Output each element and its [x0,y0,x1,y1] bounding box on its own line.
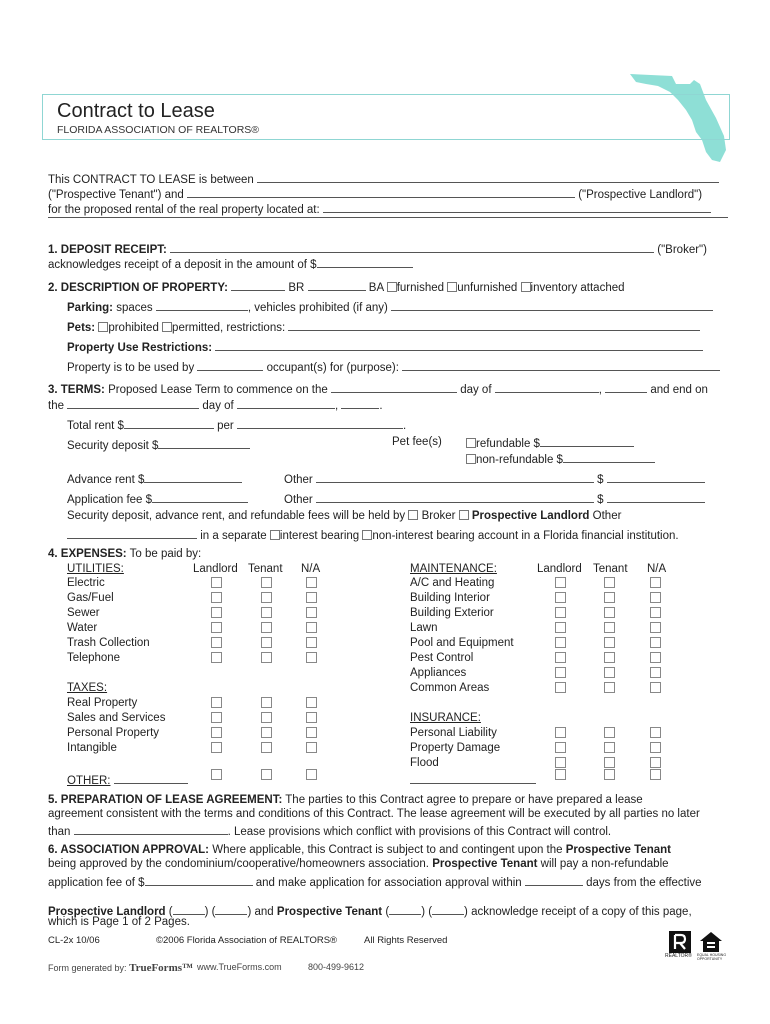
assoc-approval-line-1: 6. ASSOCIATION APPROVAL: Where applicable, this Contract is subject to and contingent upon the Prospective Tenant [48,844,671,856]
furnished-checkbox[interactable] [387,282,397,292]
other-fee-2-desc[interactable] [316,490,594,503]
end-year-field[interactable] [341,396,379,409]
right-expense-landlord-checkbox[interactable] [555,682,566,693]
left-expense-na-checkbox[interactable] [306,697,317,708]
right-expense-landlord-checkbox[interactable] [555,652,566,663]
terms-line-1: 3. TERMS: Proposed Lease Term to commence on the day of , and end on [48,380,708,396]
right-expense-na-checkbox[interactable] [650,622,661,633]
unfurnished-checkbox[interactable] [447,282,457,292]
tenant-name-field[interactable] [257,170,719,183]
insurance-heading: INSURANCE: [410,712,481,724]
left-expense-na-checkbox[interactable] [306,622,317,633]
acknowledge-line: Prospective Landlord ( ) ( ) and Prospective Tenant ( ) ( ) acknowledge receipt of a copy of this page, [48,902,692,918]
utilities-na-header: N/A [301,563,321,575]
other-fee-2-amount[interactable] [607,490,705,503]
left-expense-tenant-checkbox[interactable] [261,769,272,780]
right-expense-tenant-checkbox[interactable] [604,652,615,663]
total-rent-field[interactable] [124,416,214,429]
right-expense-landlord-checkbox[interactable] [555,727,566,738]
start-year-field[interactable] [605,380,647,393]
rent-period-field[interactable] [237,416,403,429]
security-deposit-field[interactable] [158,436,250,449]
assoc-fee-field[interactable] [145,873,253,886]
left-expense-landlord-checkbox[interactable] [211,712,222,723]
left-expense-tenant-checkbox[interactable] [261,622,272,633]
right-expense-landlord-checkbox[interactable] [555,769,566,780]
inventory-checkbox[interactable] [521,282,531,292]
utility-item: Gas/Fuel [67,592,114,604]
right-expense-na-checkbox[interactable] [650,769,661,780]
utility-item: Trash Collection [67,637,150,649]
use-restrictions-line: Property Use Restrictions: [67,338,703,354]
purpose-field[interactable] [402,358,720,371]
right-expense-tenant-checkbox[interactable] [604,667,615,678]
end-day-field[interactable] [67,396,199,409]
page-title: Contract to Lease [57,100,215,122]
utility-item: Sewer [67,607,100,619]
expenses-heading: 4. EXPENSES: To be paid by: [48,548,202,560]
left-expense-tenant-checkbox[interactable] [261,742,272,753]
insurance-item: Personal Liability [410,727,497,739]
right-expense-landlord-checkbox[interactable] [555,577,566,588]
security-deposit-line: Security deposit $ [67,436,250,452]
pets-permitted-checkbox[interactable] [162,322,172,332]
right-expense-tenant-checkbox[interactable] [604,577,615,588]
landlord-initials-1[interactable] [173,902,205,915]
right-expense-tenant-checkbox[interactable] [604,622,615,633]
maintenance-item: Building Interior [410,592,490,604]
left-expense-landlord-checkbox[interactable] [211,577,222,588]
total-rent-line: Total rent $ per . [67,416,406,432]
tax-item: Real Property [67,697,138,709]
utilities-landlord-header: Landlord [193,563,238,575]
occupants-line: Property is to be used by occupant(s) for (purpose): [67,358,720,374]
bedrooms-field[interactable] [231,278,285,291]
prep-lease-line-1: 5. PREPARATION OF LEASE AGREEMENT: The parties to this Contract agree to prepare or have prepared a lease [48,794,643,806]
terms-line-2: the day of , . [48,396,383,412]
application-fee-line: Application fee $ [67,490,248,506]
non-refundable-line: non-refundable $ [466,450,655,466]
utility-item: Water [67,622,98,634]
form-code: CL-2x 10/06 [48,935,100,946]
application-fee-field[interactable] [152,490,248,503]
held-by-line: Security deposit, advance rent, and refundable fees will be held by Broker Prospective Landlord Other [67,510,622,522]
use-restrictions-field[interactable] [215,338,703,351]
left-expense-tenant-checkbox[interactable] [261,712,272,723]
right-expense-landlord-checkbox[interactable] [555,637,566,648]
equal-housing-icon [698,930,724,954]
refundable-field[interactable] [540,434,634,447]
insurance-item: Flood [410,757,439,769]
lease-deadline-field[interactable] [74,822,228,835]
left-expense-tenant-checkbox[interactable] [261,697,272,708]
tax-item: Sales and Services [67,712,166,724]
parking-line: Parking: spaces , vehicles prohibited (if any) [67,298,713,314]
left-expense-na-checkbox[interactable] [306,712,317,723]
other-insurance-field[interactable] [410,771,536,784]
left-expense-landlord-checkbox[interactable] [211,622,222,633]
pets-prohibited-checkbox[interactable] [98,322,108,332]
left-expense-landlord-checkbox[interactable] [211,637,222,648]
other-insurance-line [410,771,536,787]
rights-text: All Rights Reserved [364,935,448,946]
maintenance-item: Appliances [410,667,467,679]
trueforms-phone: 800-499-9612 [308,962,365,972]
left-expense-landlord-checkbox[interactable] [211,769,222,780]
page-count-text: which is Page 1 of 2 Pages. [48,916,190,928]
landlord-name-field[interactable] [187,185,575,198]
left-expense-na-checkbox[interactable] [306,637,317,648]
intro-line-1: This CONTRACT TO LEASE is between [48,170,719,186]
right-expense-landlord-checkbox[interactable] [555,742,566,753]
left-expense-tenant-checkbox[interactable] [261,592,272,603]
utility-item: Telephone [67,652,121,664]
utility-item: Electric [67,577,105,589]
occupants-count-field[interactable] [197,358,263,371]
left-expense-na-checkbox[interactable] [306,742,317,753]
left-expense-tenant-checkbox[interactable] [261,607,272,618]
maintenance-item: A/C and Heating [410,577,495,589]
right-expense-tenant-checkbox[interactable] [604,757,615,768]
other-fee-1-amount[interactable] [607,470,705,483]
right-expense-tenant-checkbox[interactable] [604,742,615,753]
utilities-heading: UTILITIES: [67,563,124,575]
vehicles-prohibited-field[interactable] [391,298,713,311]
held-by-broker-checkbox[interactable] [408,510,418,520]
right-expense-landlord-checkbox[interactable] [555,667,566,678]
tenant-initials-1[interactable] [389,902,421,915]
left-expense-na-checkbox[interactable] [306,769,317,780]
right-expense-tenant-checkbox[interactable] [604,769,615,780]
page-subtitle: FLORIDA ASSOCIATION OF REALTORS® [57,124,260,136]
intro-line-2: ("Prospective Tenant") and ("Prospective Landlord") [48,185,702,201]
right-expense-tenant-checkbox[interactable] [604,592,615,603]
left-expense-na-checkbox[interactable] [306,577,317,588]
maintenance-heading: MAINTENANCE: [410,563,497,575]
right-expense-na-checkbox[interactable] [650,652,661,663]
copyright-text: ©2006 Florida Association of REALTORS® [156,935,338,946]
right-expense-tenant-checkbox[interactable] [604,637,615,648]
right-expense-na-checkbox[interactable] [650,637,661,648]
right-expense-na-checkbox[interactable] [650,607,661,618]
interest-bearing-checkbox[interactable] [270,530,280,540]
maintenance-tenant-header: Tenant [593,563,628,575]
deposit-amount-line: acknowledges receipt of a deposit in the amount of $ [48,255,413,271]
utilities-tenant-header: Tenant [248,563,283,575]
left-expense-landlord-checkbox[interactable] [211,607,222,618]
right-expense-na-checkbox[interactable] [650,742,661,753]
right-expense-landlord-checkbox[interactable] [555,622,566,633]
left-expense-na-checkbox[interactable] [306,727,317,738]
trueforms-url: www.TrueForms.com [197,962,282,972]
left-expense-landlord-checkbox[interactable] [211,592,222,603]
refundable-line: refundable $ [466,434,634,450]
other-fee-1-desc[interactable] [316,470,594,483]
prep-lease-line-2: agreement consistent with the terms and conditions of this Contract. The lease agreement will be executed by all parties no later [48,808,700,820]
deposit-receipt-line: 1. DEPOSIT RECEIPT: ("Broker") [48,240,707,256]
assoc-approval-line-3: application fee of $ and make application for association approval within days from the effective [48,873,702,889]
other-expense-field[interactable] [114,771,188,784]
property-address-field[interactable] [323,200,711,213]
insurance-item: Property Damage [410,742,501,754]
left-expense-tenant-checkbox[interactable] [261,577,272,588]
left-expense-tenant-checkbox[interactable] [261,652,272,663]
left-expense-na-checkbox[interactable] [306,607,317,618]
maintenance-item: Pool and Equipment [410,637,514,649]
right-expense-na-checkbox[interactable] [650,757,661,768]
pets-line: Pets: prohibited permitted, restrictions: [67,318,700,334]
property-address-field-2[interactable] [48,216,728,218]
equal-housing-caption: EQUAL HOUSING OPPORTUNITY [697,953,727,961]
parking-spaces-field[interactable] [156,298,248,311]
left-expense-landlord-checkbox[interactable] [211,652,222,663]
deposit-amount-field[interactable] [317,255,413,268]
pet-restrictions-field[interactable] [288,318,700,331]
pet-fees-label: Pet fee(s) [392,436,442,448]
right-expense-na-checkbox[interactable] [650,727,661,738]
non-interest-bearing-checkbox[interactable] [362,530,372,540]
generated-by: Form generated by: TrueForms™ [48,962,194,974]
taxes-heading: TAXES: [67,682,108,694]
right-expense-tenant-checkbox[interactable] [604,682,615,693]
left-expense-landlord-checkbox[interactable] [211,742,222,753]
advance-rent-line: Advance rent $ [67,470,242,486]
right-expense-na-checkbox[interactable] [650,667,661,678]
maintenance-landlord-header: Landlord [537,563,582,575]
start-day-field[interactable] [331,380,457,393]
assoc-approval-line-2: being approved by the condominium/cooperative/homeowners association. Prospective Tenant will pay a non-refundable [48,858,669,870]
left-expense-landlord-checkbox[interactable] [211,697,222,708]
held-by-other-field[interactable] [67,526,197,539]
left-expense-na-checkbox[interactable] [306,652,317,663]
account-line: in a separate interest bearing non-interest bearing account in a Florida financial institution. [67,526,679,542]
maintenance-item: Lawn [410,622,438,634]
start-month-field[interactable] [495,380,599,393]
right-expense-na-checkbox[interactable] [650,577,661,588]
tax-item: Intangible [67,742,117,754]
broker-field[interactable] [170,240,654,253]
tenant-initials-2[interactable] [432,902,464,915]
maintenance-item: Common Areas [410,682,490,694]
advance-rent-field[interactable] [144,470,242,483]
right-expense-tenant-checkbox[interactable] [604,727,615,738]
right-expense-tenant-checkbox[interactable] [604,607,615,618]
bathrooms-field[interactable] [308,278,366,291]
left-expense-landlord-checkbox[interactable] [211,727,222,738]
description-line: 2. DESCRIPTION OF PROPERTY: BR BA furnished unfurnished inventory attached [48,278,625,294]
right-expense-landlord-checkbox[interactable] [555,757,566,768]
assoc-days-field[interactable] [525,873,583,886]
left-expense-na-checkbox[interactable] [306,592,317,603]
held-by-landlord-checkbox[interactable] [459,510,469,520]
non-refundable-field[interactable] [563,450,655,463]
end-month-field[interactable] [237,396,335,409]
left-expense-tenant-checkbox[interactable] [261,727,272,738]
refundable-checkbox[interactable] [466,438,476,448]
right-expense-landlord-checkbox[interactable] [555,592,566,603]
left-expense-tenant-checkbox[interactable] [261,637,272,648]
right-expense-na-checkbox[interactable] [650,682,661,693]
right-expense-landlord-checkbox[interactable] [555,607,566,618]
maintenance-na-header: N/A [647,563,667,575]
other-fee-line-1: Other $ [284,470,705,486]
maintenance-item: Building Exterior [410,607,494,619]
right-expense-na-checkbox[interactable] [650,592,661,603]
intro-line-3: for the proposed rental of the real property located at: [48,200,711,216]
landlord-initials-2[interactable] [215,902,247,915]
non-refundable-checkbox[interactable] [466,454,476,464]
other-fee-line-2: Other $ [284,490,705,506]
maintenance-item: Pest Control [410,652,474,664]
tax-item: Personal Property [67,727,160,739]
realtor-caption: REALTOR® [665,953,692,959]
prep-lease-line-3: than . Lease provisions which conflict with provisions of this Contract will control. [48,822,611,838]
other-expense-line: OTHER: [67,771,188,787]
